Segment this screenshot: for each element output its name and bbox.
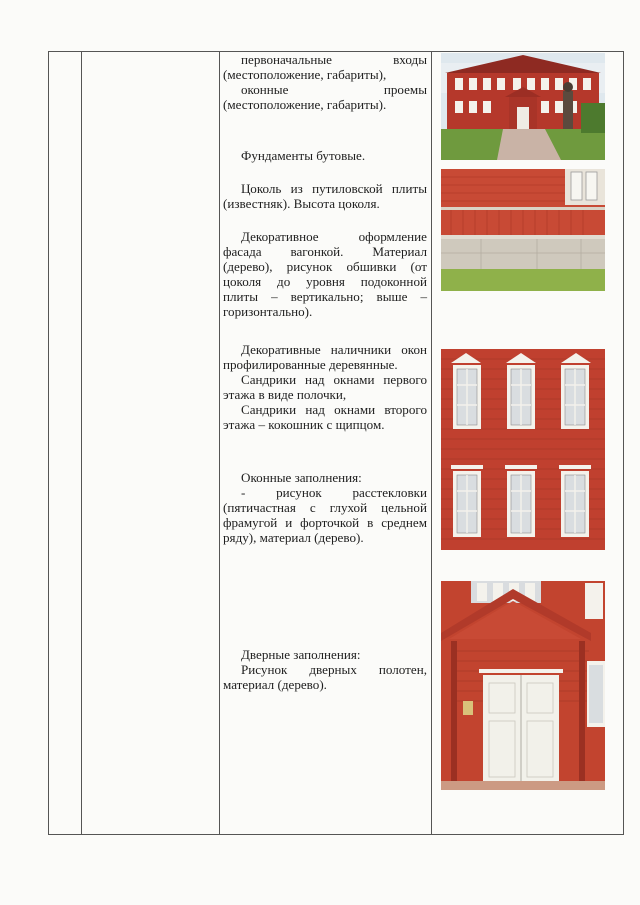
paragraph: первоначальные входы (местоположение, габариты), [223, 52, 427, 82]
paragraph: - рисунок расстекловки (пятичастная с глухой цельной фрамугой и форточкой в среднем ряду), материал (дерево). [223, 485, 427, 545]
paragraph: Сандрики над окнами второго этажа – кокошник с щипцом. [223, 402, 427, 432]
paragraph: Рисунок дверных полотен, материал (дерево). [223, 662, 427, 692]
text-door-fillings [223, 647, 427, 692]
building-facade-photo [441, 53, 605, 160]
text-foundations [223, 148, 427, 163]
text-plinth [223, 181, 427, 211]
paragraph: Сандрики над окнами первого этажа в виде полочки, [223, 372, 427, 402]
entrance-door-photo [441, 581, 605, 790]
paragraph: Цоколь из путиловской плиты (известняк). Высота цоколя. [223, 181, 427, 211]
column-divider [219, 52, 220, 834]
attribute-table [48, 51, 624, 835]
column-divider [81, 52, 82, 834]
text-window-fillings [223, 470, 427, 545]
paragraph: оконные проемы (местоположение, габариты). [223, 82, 427, 112]
paragraph: Дверные заполнения: [241, 647, 361, 662]
paragraph: Фундаменты бутовые. [241, 148, 366, 163]
paragraph: Оконные заполнения: [241, 470, 362, 485]
text-facade-cladding [223, 229, 427, 319]
plinth-photo [441, 169, 605, 291]
column-divider [431, 52, 432, 834]
windows-photo [441, 349, 605, 550]
paragraph: Декоративные наличники окон профилированные деревянные. [223, 342, 427, 372]
text-openings [223, 52, 427, 112]
text-window-trim [223, 342, 427, 432]
paragraph: Декоративное оформление фасада вагонкой. Материал (дерево), рисунок обшивки (от цоколя до уровня подоконной плиты – вертикально; выше – горизонтально). [223, 229, 427, 319]
